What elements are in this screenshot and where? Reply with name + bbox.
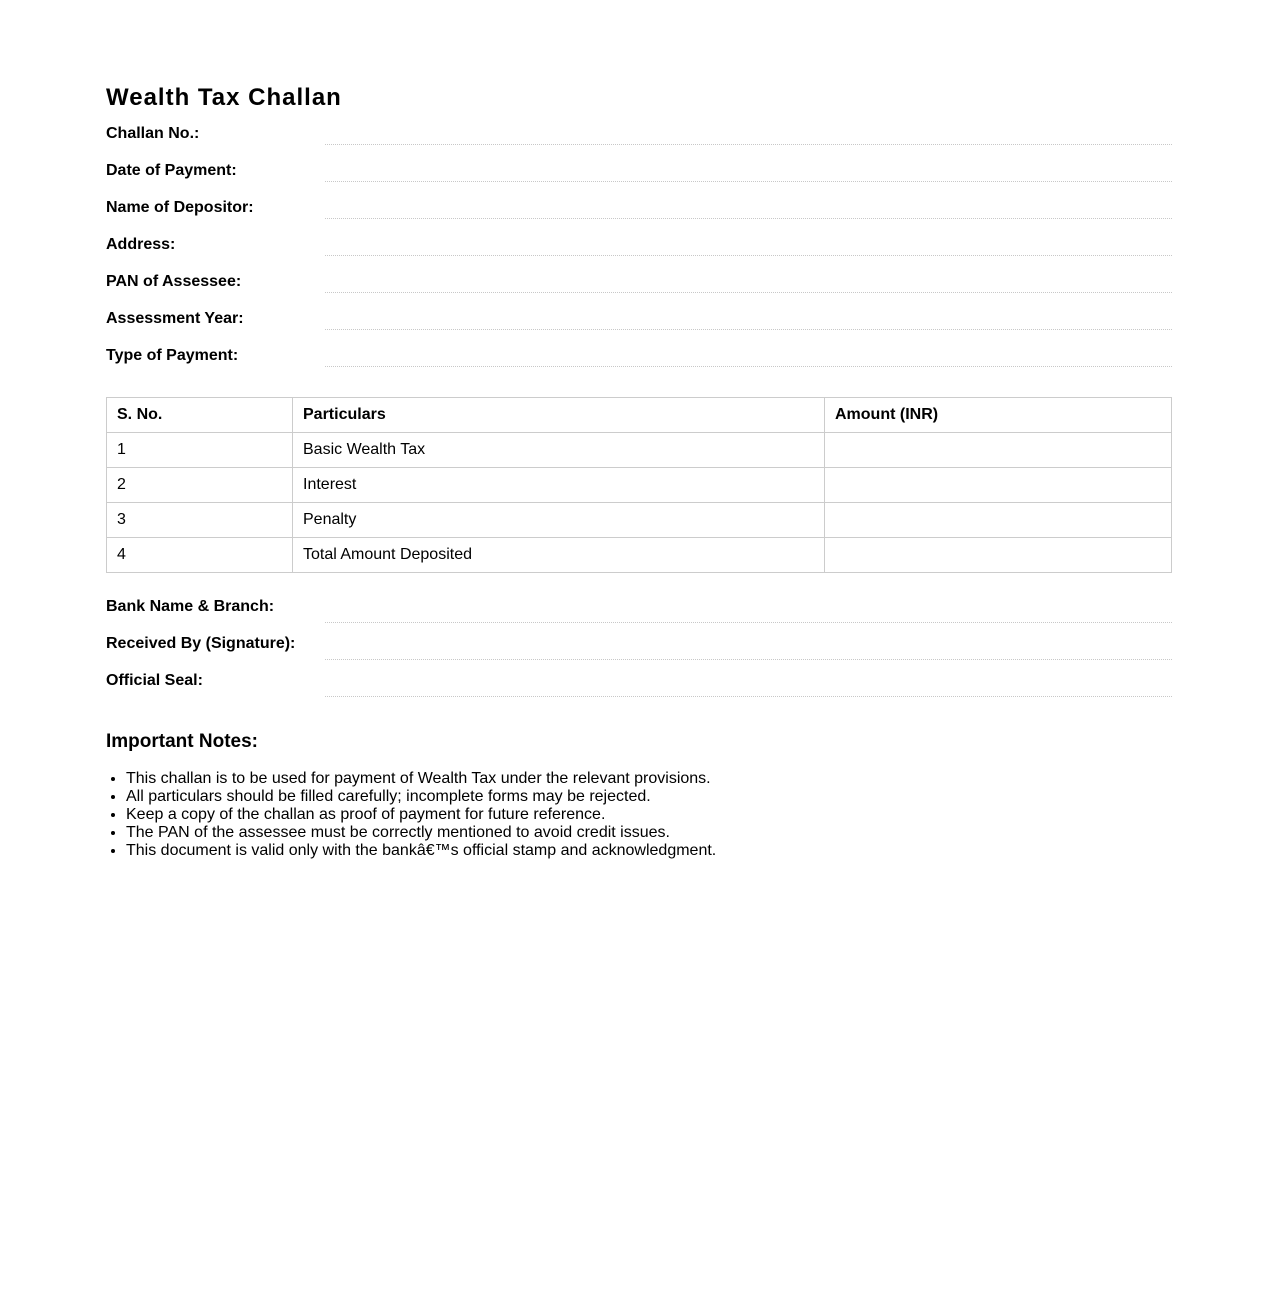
address-input-line[interactable]: [325, 255, 1172, 256]
field-label: Type of Payment:: [106, 347, 239, 364]
cell-amount[interactable]: [825, 538, 1172, 573]
particulars-table: [106, 397, 1172, 573]
column-header-particulars: Particulars: [293, 398, 825, 433]
cell-particulars: Interest: [293, 468, 825, 503]
bank-name-branch-input-line[interactable]: [325, 622, 1172, 623]
field-name-of-depositor: [106, 188, 1172, 225]
cell-particulars: Basic Wealth Tax: [293, 433, 825, 468]
field-label: Bank Name & Branch:: [106, 598, 275, 615]
cell-amount[interactable]: [825, 503, 1172, 538]
date-of-payment-input-line[interactable]: [325, 181, 1172, 182]
official-seal-input-line[interactable]: [325, 696, 1172, 697]
field-pan-of-assessee: [106, 262, 1172, 299]
received-by-signature-input-line[interactable]: [325, 659, 1172, 660]
notes-list: [106, 770, 1172, 860]
column-header-sno: S. No.: [107, 398, 293, 433]
type-of-payment-input-line[interactable]: [325, 366, 1172, 367]
field-label: Received By (Signature):: [106, 635, 296, 652]
field-label: Date of Payment:: [106, 162, 237, 179]
table-row: [107, 538, 1172, 573]
cell-amount[interactable]: [825, 433, 1172, 468]
field-received-by-signature: [106, 632, 1172, 669]
pan-of-assessee-input-line[interactable]: [325, 292, 1172, 293]
cell-particulars: Penalty: [293, 503, 825, 538]
table-row: [107, 468, 1172, 503]
notes-heading: Important Notes:: [106, 731, 258, 752]
table-row: [107, 433, 1172, 468]
assessment-year-input-line[interactable]: [325, 329, 1172, 330]
field-label: Official Seal:: [106, 672, 203, 689]
field-type-of-payment: [106, 336, 1172, 373]
cell-amount[interactable]: [825, 468, 1172, 503]
cell-sno: 2: [107, 468, 293, 503]
page-title: Wealth Tax Challan: [106, 84, 342, 111]
field-challan-no: [106, 114, 1172, 151]
name-of-depositor-input-line[interactable]: [325, 218, 1172, 219]
challan-form: [106, 82, 1172, 860]
footer-fields: [106, 595, 1172, 706]
list-item: • The PAN of the assessee must be correctly mentioned to avoid credit issues.: [126, 824, 1172, 842]
particulars-table-wrap: [106, 397, 1172, 573]
cell-sno: 4: [107, 538, 293, 573]
cell-sno: 3: [107, 503, 293, 538]
cell-particulars: Total Amount Deposited: [293, 538, 825, 573]
field-bank-name-branch: [106, 595, 1172, 632]
table-row: [107, 503, 1172, 538]
field-label: Address:: [106, 236, 176, 253]
field-assessment-year: [106, 299, 1172, 336]
column-header-amount: Amount (INR): [825, 398, 1172, 433]
list-item: • This challan is to be used for payment of Wealth Tax under the relevant provisions.: [126, 770, 1172, 788]
cell-sno: 1: [107, 433, 293, 468]
field-label: Name of Depositor:: [106, 199, 254, 216]
list-item: • All particulars should be filled carefully; incomplete forms may be rejected.: [126, 788, 1172, 806]
field-official-seal: [106, 669, 1172, 706]
field-date-of-payment: [106, 151, 1172, 188]
challan-no-input-line[interactable]: [325, 144, 1172, 145]
field-label: PAN of Assessee:: [106, 273, 242, 290]
field-label: Challan No.:: [106, 125, 200, 142]
table-header-row: [107, 398, 1172, 433]
list-item: • This document is valid only with the bankâ€™s official stamp and acknowledgment.: [126, 842, 1172, 860]
field-address: [106, 225, 1172, 262]
header-fields: [106, 114, 1172, 373]
list-item: • Keep a copy of the challan as proof of payment for future reference.: [126, 806, 1172, 824]
field-label: Assessment Year:: [106, 310, 244, 327]
